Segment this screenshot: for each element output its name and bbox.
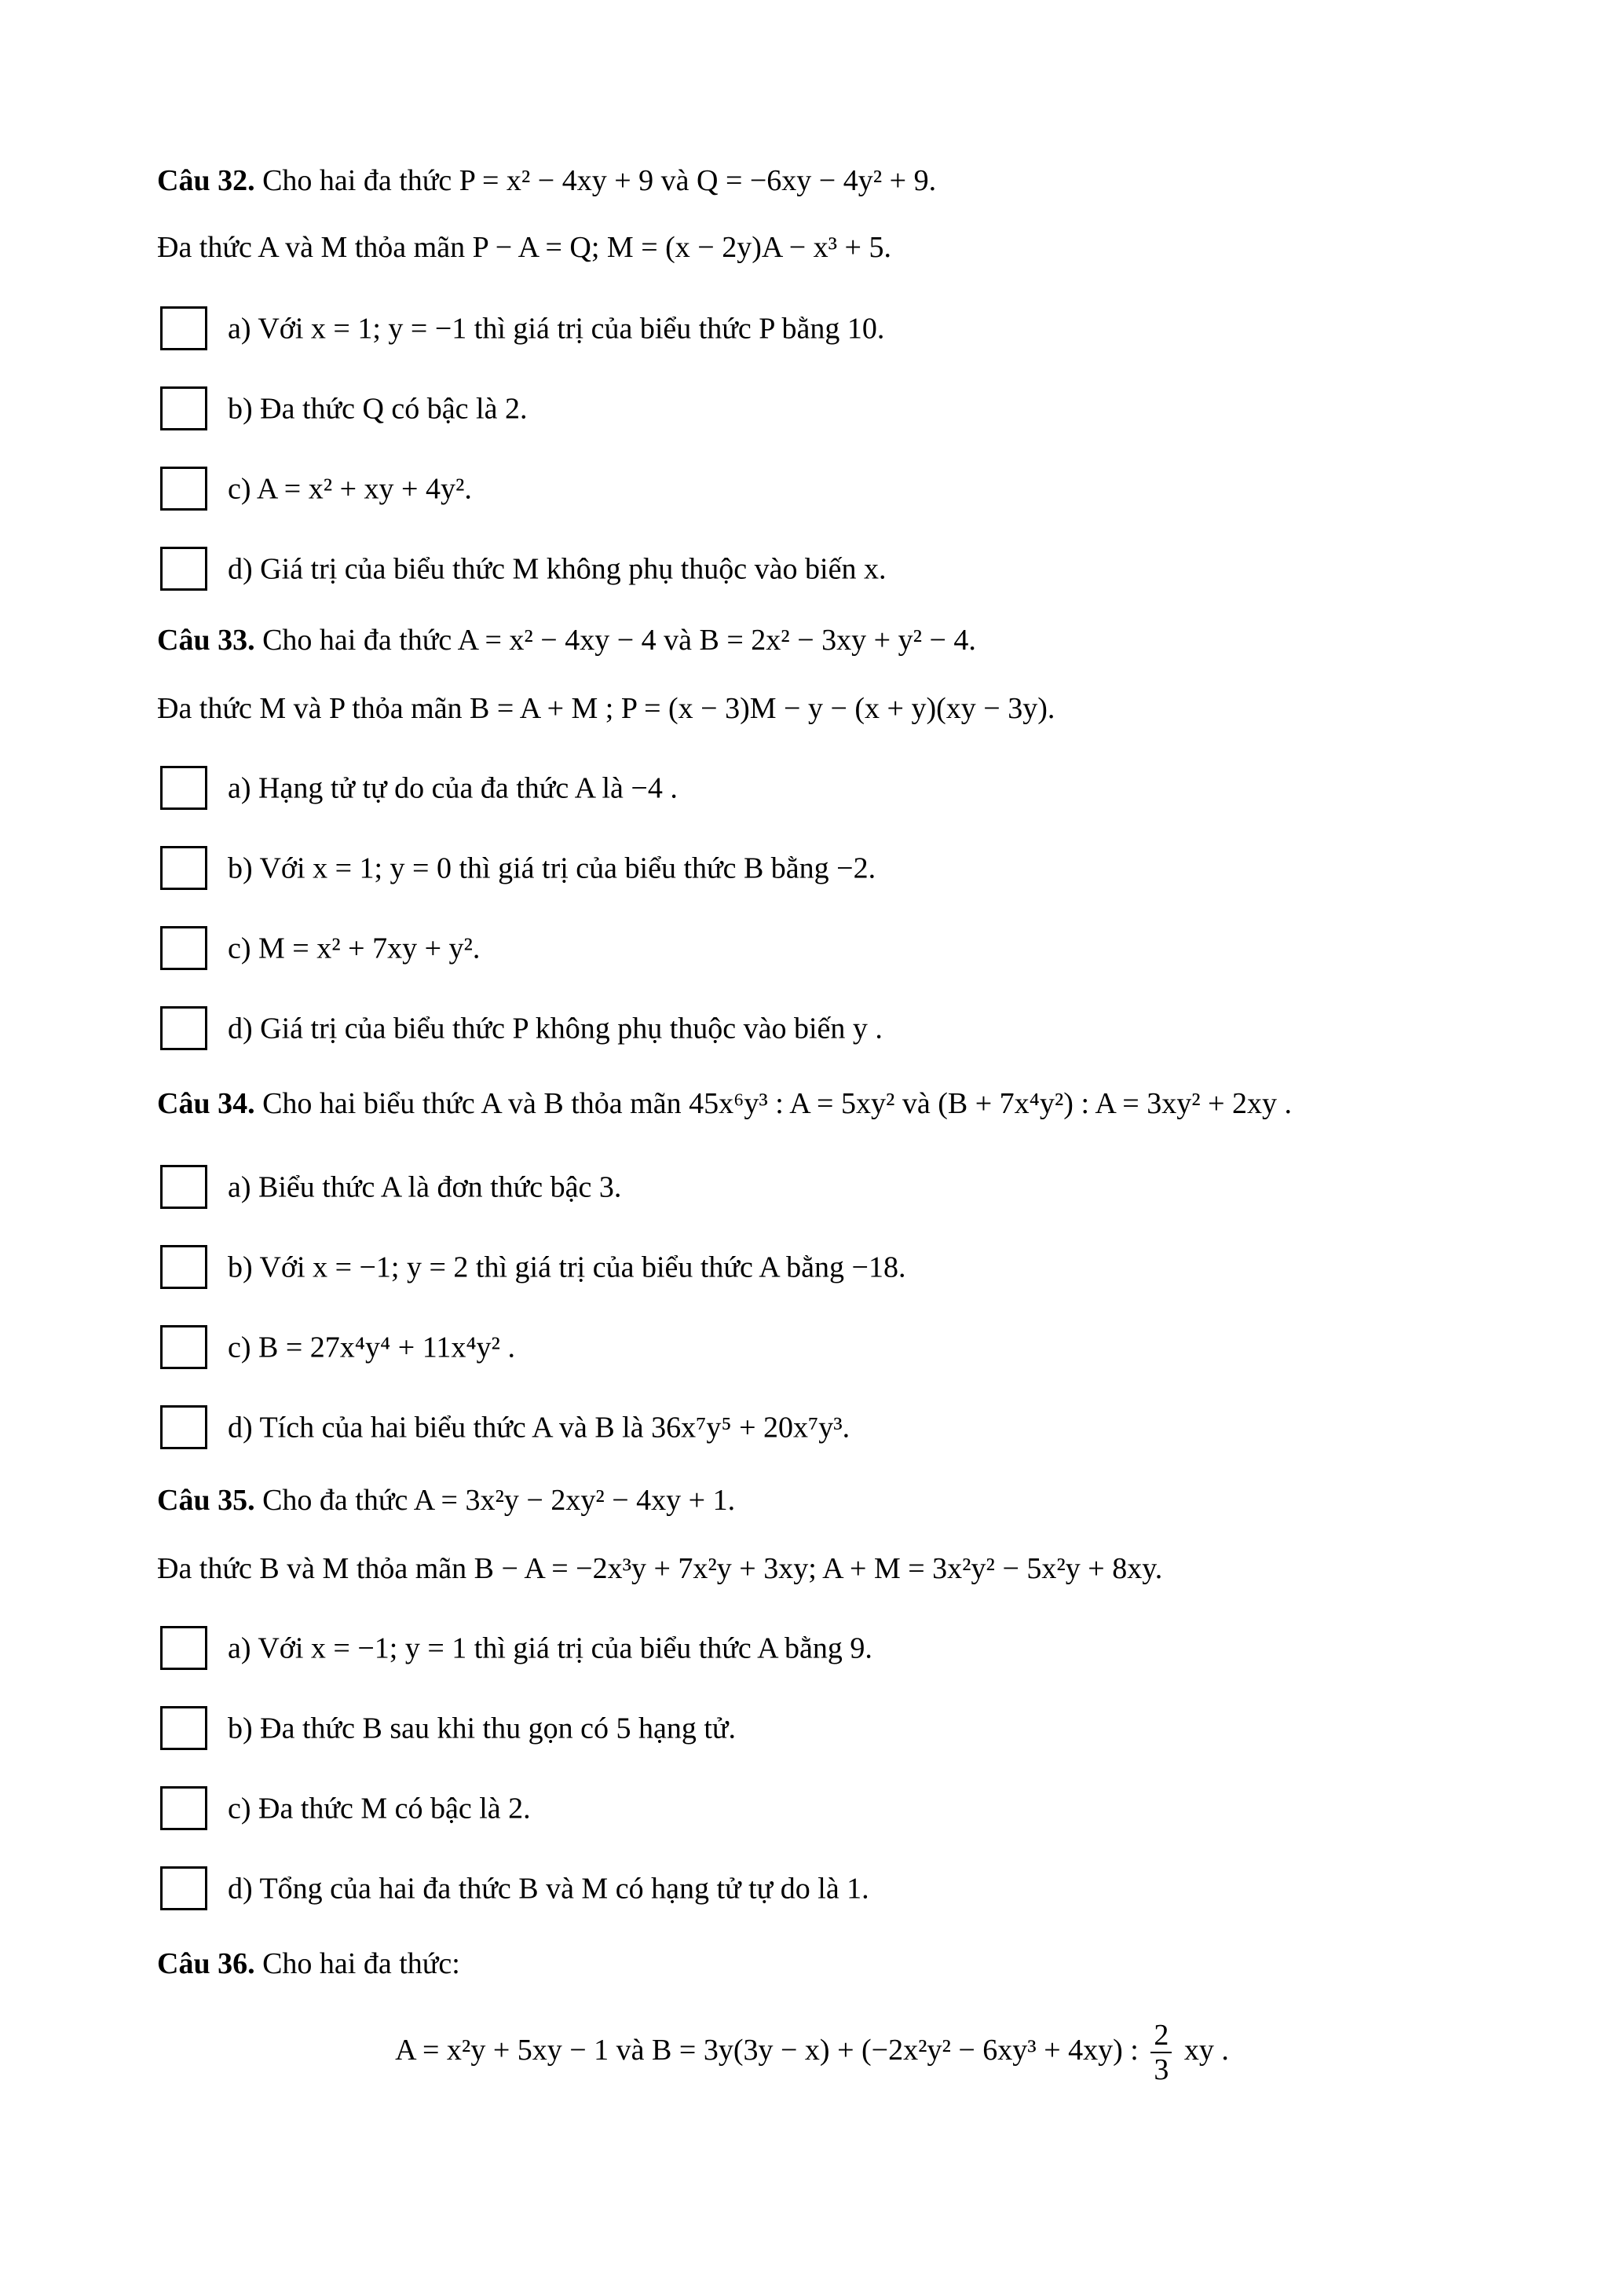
question-35-option-c: c) Đa thức M có bậc là 2. (160, 1782, 531, 1829)
answer-checkbox[interactable] (160, 1706, 207, 1750)
answer-checkbox[interactable] (160, 1866, 207, 1910)
question-36-formula-right: xy . (1183, 2034, 1229, 2067)
question-35-label: Câu 35. (157, 1484, 255, 1517)
question-33-condition: Đa thức M và P thỏa mãn B = A + M ; P = (x − 3)M − y − (x + y)(xy − 3y). (157, 692, 1055, 725)
question-32-stem (157, 157, 936, 204)
answer-checkbox[interactable] (160, 1626, 207, 1670)
question-32-option-d: d) Giá trị của biểu thức M không phụ thuộc vào biến x. (160, 543, 886, 590)
question-35-option-b: b) Đa thức B sau khi thu gọn có 5 hạng tử. (160, 1702, 736, 1749)
answer-checkbox[interactable] (160, 1786, 207, 1830)
question-36-formula-left: A = x²y + 5xy − 1 và B = 3y(3y − x) + (−2x²y² − 6xy³ + 4xy) : (395, 2034, 1139, 2067)
question-32-option-b: b) Đa thức Q có bậc là 2. (160, 383, 527, 430)
question-32-option-c: c) A = x² + xy + 4y². (160, 463, 472, 510)
fraction-two-thirds (1150, 2019, 1172, 2086)
answer-checkbox[interactable] (160, 1325, 207, 1369)
fraction-numerator: 2 (1150, 2019, 1172, 2053)
question-33-option-d: d) Giá trị của biểu thức P không phụ thuộc vào biến y . (160, 1002, 883, 1049)
question-36-formula (0, 2007, 1624, 2093)
question-33-option-c: c) M = x² + 7xy + y². (160, 922, 480, 969)
answer-checkbox[interactable] (160, 467, 207, 511)
question-34-option-c: c) B = 27x⁴y⁴ + 11x⁴y² . (160, 1321, 515, 1368)
question-35-text: Cho đa thức A = 3x²y − 2xy² − 4xy + 1. (262, 1484, 736, 1517)
question-36-text: Cho hai đa thức: (262, 1947, 460, 1980)
answer-checkbox[interactable] (160, 1006, 207, 1050)
question-35-option-a: a) Với x = −1; y = 1 thì giá trị của biểu thức A bằng 9. (160, 1622, 872, 1669)
question-34-option-a: a) Biểu thức A là đơn thức bậc 3. (160, 1161, 621, 1208)
question-33-option-a: a) Hạng tử tự do của đa thức A là −4 . (160, 762, 678, 809)
question-32-text: Cho hai đa thức P = x² − 4xy + 9 và Q = −6xy − 4y² + 9. (262, 164, 937, 197)
fraction-denominator: 3 (1154, 2053, 1169, 2087)
answer-checkbox[interactable] (160, 846, 207, 890)
answer-checkbox[interactable] (160, 1405, 207, 1449)
question-34-stem (157, 1080, 1292, 1127)
question-35-condition: Đa thức B và M thỏa mãn B − A = −2x³y + 7x²y + 3xy; A + M = 3x²y² − 5x²y + 8xy. (157, 1552, 1163, 1585)
answer-checkbox[interactable] (160, 926, 207, 970)
question-34-option-b: b) Với x = −1; y = 2 thì giá trị của biểu thức A bằng −18. (160, 1241, 905, 1288)
question-35-stem (157, 1477, 735, 1524)
question-36-label: Câu 36. (157, 1947, 255, 1980)
question-32-condition: Đa thức A và M thỏa mãn P − A = Q; M = (x − 2y)A − x³ + 5. (157, 231, 891, 264)
question-32-option-a: a) Với x = 1; y = −1 thì giá trị của biểu thức P bằng 10. (160, 302, 884, 350)
question-33-label: Câu 33. (157, 624, 255, 657)
question-34-option-d: d) Tích của hai biểu thức A và B là 36x⁷y⁵ + 20x⁷y³. (160, 1401, 850, 1448)
answer-checkbox[interactable] (160, 1245, 207, 1289)
question-36-stem (157, 1940, 460, 1987)
question-32-label: Câu 32. (157, 164, 255, 197)
answer-checkbox[interactable] (160, 1165, 207, 1209)
question-33-stem (157, 617, 976, 664)
question-34-text: Cho hai biểu thức A và B thỏa mãn 45x⁶y³ : A = 5xy² và (B + 7x⁴y²) : A = 3xy² + 2xy . (262, 1087, 1293, 1120)
answer-checkbox[interactable] (160, 766, 207, 810)
question-33-option-b: b) Với x = 1; y = 0 thì giá trị của biểu thức B bằng −2. (160, 842, 876, 889)
question-33-text: Cho hai đa thức A = x² − 4xy − 4 và B = 2x² − 3xy + y² − 4. (262, 624, 976, 657)
answer-checkbox[interactable] (160, 386, 207, 430)
question-35-option-d: d) Tổng của hai đa thức B và M có hạng tử tự do là 1. (160, 1862, 869, 1910)
question-34-label: Câu 34. (157, 1087, 255, 1120)
answer-checkbox[interactable] (160, 306, 207, 350)
answer-checkbox[interactable] (160, 547, 207, 591)
